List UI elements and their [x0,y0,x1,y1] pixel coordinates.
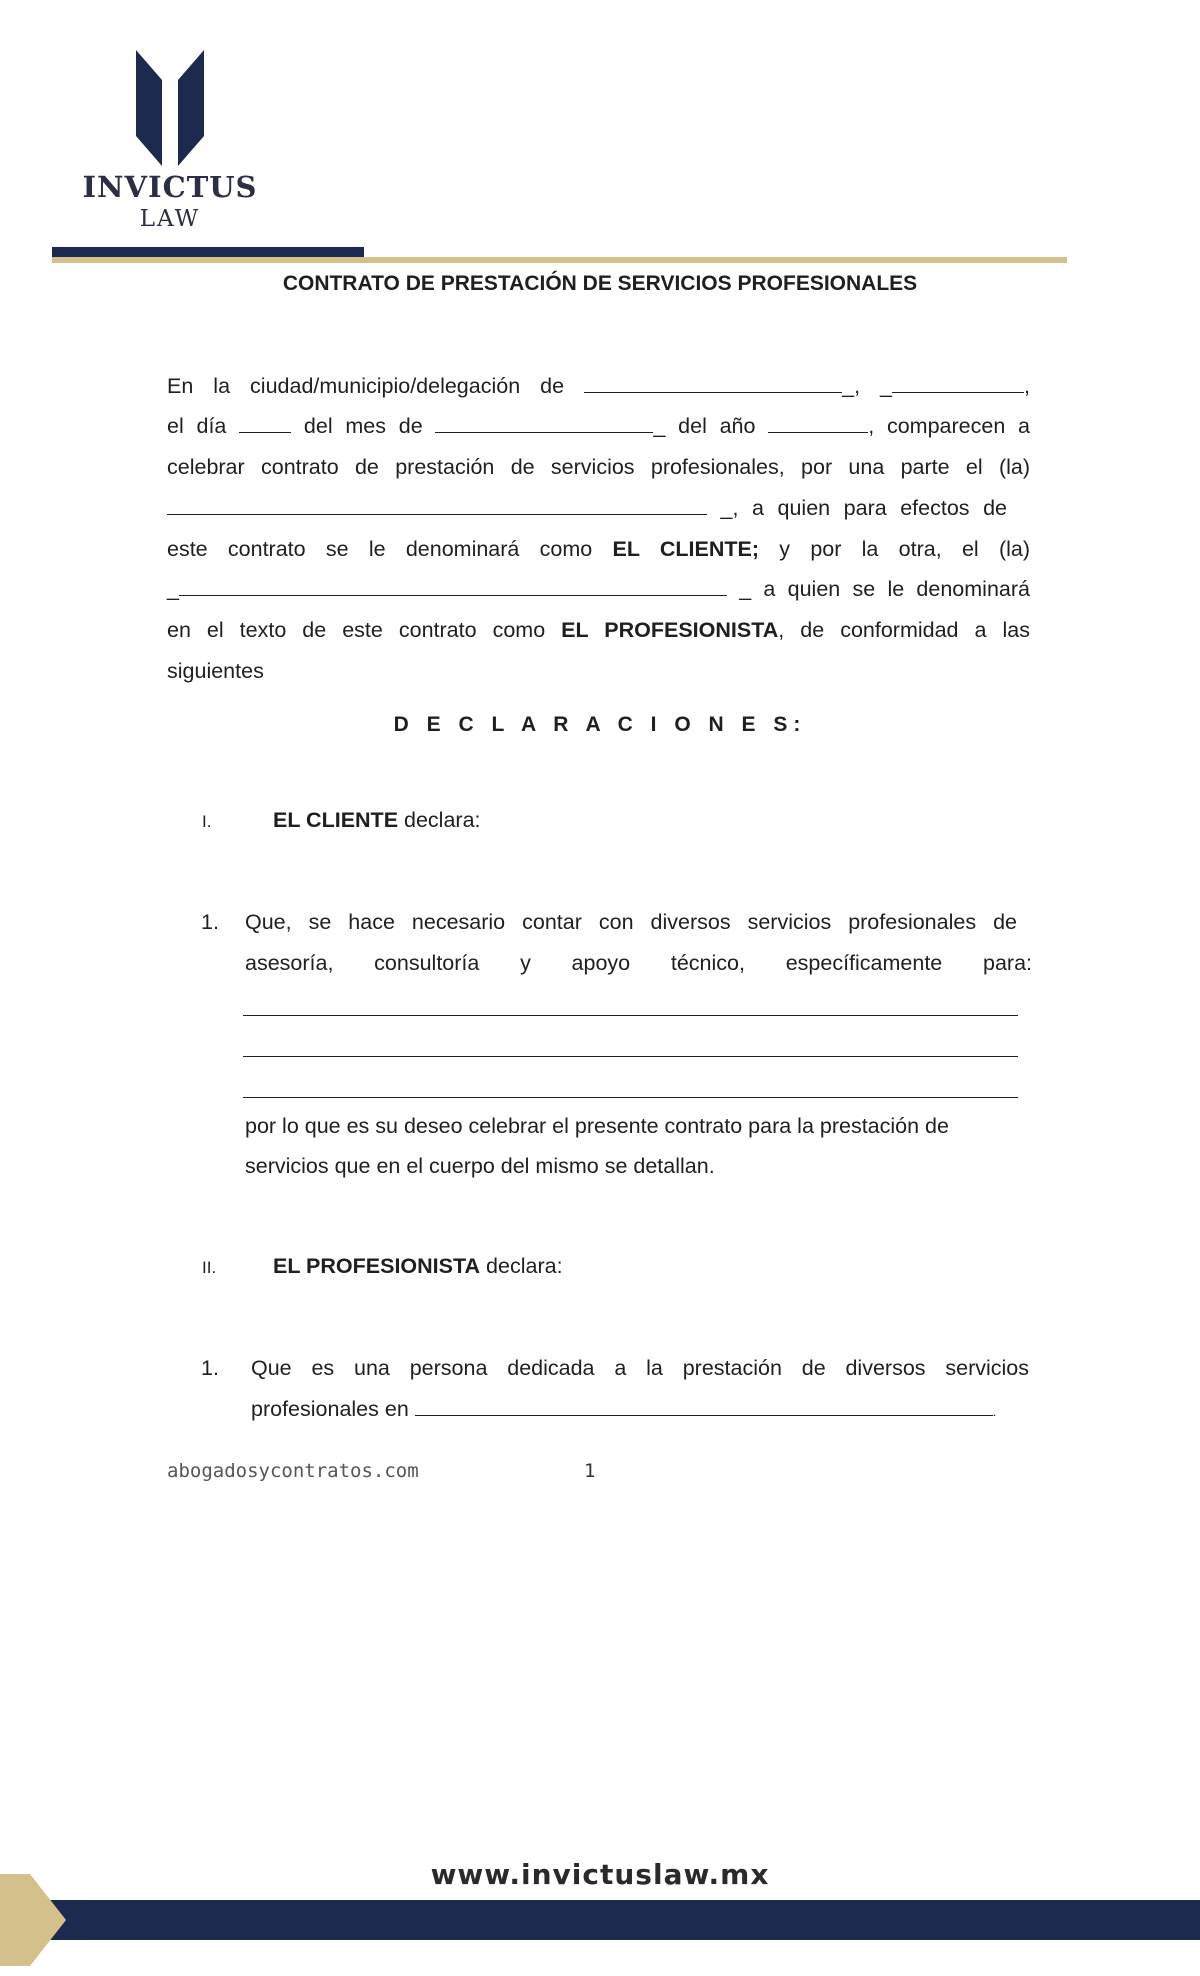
fill-in-line [243,1015,1018,1016]
item-text-line: Que, se hace necesario contar con diversos servicios profesionales de [245,910,1017,934]
intro-line: siguientes [167,659,264,683]
item-text-line: por lo que es su deseo celebrar el presente contrato para la prestación de [245,1114,949,1138]
header-rule-navy [52,247,364,257]
footer-band-gold [0,1874,70,1966]
item-text-line: profesionales en . [251,1389,996,1433]
client-name-blank [167,492,707,515]
document-title: CONTRATO DE PRESTACIÓN DE SERVICIOS PROFESIONALES [282,272,918,295]
day-blank [239,410,291,433]
footer-band-navy [0,1900,1200,1940]
item-text-line: asesoría, consultoría y apoyo técnico, específicamente para: [245,951,1032,975]
section-heading: EL CLIENTE declara: [273,808,481,832]
section-numeral: I. [202,812,212,831]
item-number: 1. [201,910,219,934]
professional-name-blank [179,573,727,596]
month-blank [435,410,653,433]
intro-line: en el texto de este contrato como EL PROFESIONISTA, de conformidad a las [167,618,1030,642]
intro-line: celebrar contrato de prestación de servicios profesionales, por una parte el (la) [167,455,1030,479]
item-text-line: Que es una persona dedicada a la prestación de diversos servicios [251,1356,1029,1380]
client-term: EL CLIENTE; [612,537,760,561]
fill-in-line [243,1097,1018,1098]
city-blank [584,370,842,393]
page-number: 1 [584,1460,596,1482]
intro-line: el día del mes de _ del año , comparecen a [167,406,1030,447]
logo-name: INVICTUS [82,170,258,204]
year-blank [768,410,868,433]
declarations-heading: D E C L A R A C I O N E S: [393,713,807,736]
section-numeral: II. [202,1258,217,1277]
fill-in-line [243,1056,1018,1057]
state-blank [892,370,1024,393]
invictus-law-logo [80,48,260,238]
intro-line: este contrato se le denominará como EL CLIENTE; y por la otra, el (la) [167,537,1031,561]
item-text-line: servicios que en el cuerpo del mismo se detallan. [245,1154,715,1178]
profession-blank [415,1393,993,1416]
professional-term: EL PROFESIONISTA [561,618,779,642]
item-number: 1. [201,1356,219,1380]
logo-sub: LAW [139,206,201,232]
source-footer: abogadosycontratos.com [167,1460,419,1482]
intro-line: _ _ a quien se le denominará [167,569,1030,610]
intro-line: _, a quien para efectos de [167,488,1007,529]
header-rule-gold [52,257,1067,263]
section-heading: EL PROFESIONISTA declara: [273,1254,563,1278]
website-footer: www.invictuslaw.mx [430,1858,770,1891]
intro-line: En la ciudad/municipio/delegación de _, _ , [167,366,1030,407]
pillar-emblem-icon [132,48,208,166]
